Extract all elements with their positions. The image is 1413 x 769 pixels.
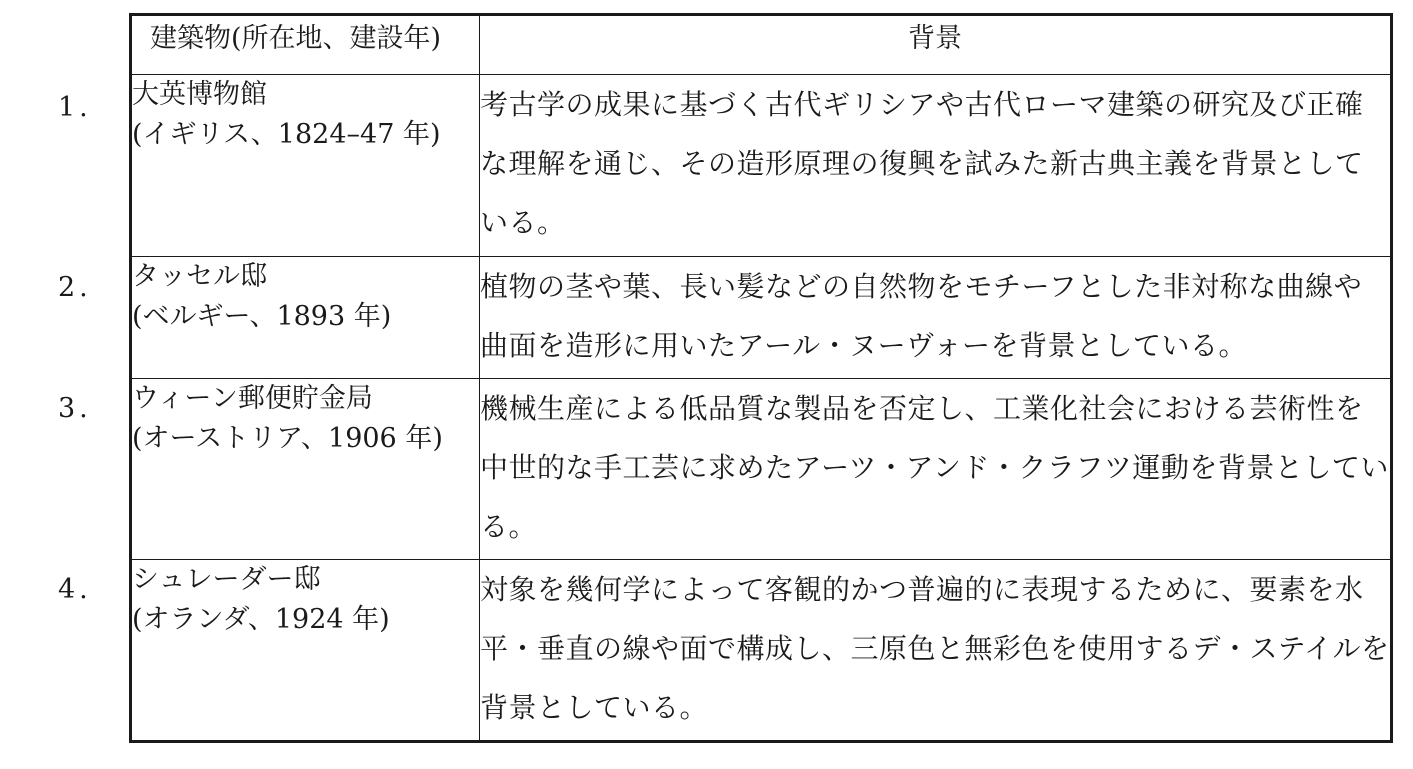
building-location-year: (イギリス、1824–47 年): [132, 119, 441, 150]
header-building: 建築物(所在地、建設年): [131, 15, 480, 75]
background-cell: 考古学の成果に基づく古代ギリシアや古代ローマ建築の研究及び正確な理解を通じ、その造形原理の復興を試みた新古典主義を背景としている。: [480, 75, 1392, 257]
header-background: 背景: [480, 15, 1392, 75]
building-name: タッセル邸: [132, 261, 267, 292]
table-row: [131, 257, 1392, 379]
background-cell: 機械生産による低品質な製品を否定し、工業化社会における芸術性を中世的な手工芸に求めたアーツ・アンド・クラフツ運動を背景としている。: [480, 379, 1392, 560]
row-number-4: 4.: [58, 574, 92, 605]
table-row: [131, 560, 1392, 742]
table-row: [131, 379, 1392, 560]
building-cell: [131, 75, 480, 257]
building-location-year: (オランダ、1924 年): [132, 604, 390, 635]
table-row: [131, 75, 1392, 257]
row-number-1: 1.: [58, 92, 92, 123]
architecture-table: [129, 13, 1393, 743]
background-cell: 対象を幾何学によって客観的かつ普遍的に表現するために、要素を水平・垂直の線や面で構成し、三原色と無彩色を使用するデ・ステイルを背景としている。: [480, 560, 1392, 742]
row-number-2: 2.: [58, 272, 92, 303]
building-cell: [131, 257, 480, 379]
building-location-year: (オーストリア、1906 年): [132, 423, 443, 454]
background-cell: 植物の茎や葉、長い髪などの自然物をモチーフとした非対称な曲線や曲面を造形に用いたアール・ヌーヴォーを背景としている。: [480, 257, 1392, 379]
table-header-row: [131, 15, 1392, 75]
row-number-3: 3.: [58, 393, 92, 424]
building-location-year: (ベルギー、1893 年): [132, 301, 392, 332]
building-name: 大英博物館: [132, 79, 267, 110]
building-cell: [131, 379, 480, 560]
building-cell: [131, 560, 480, 742]
building-name: シュレーダー邸: [132, 564, 321, 595]
building-name: ウィーン郵便貯金局: [132, 383, 373, 414]
